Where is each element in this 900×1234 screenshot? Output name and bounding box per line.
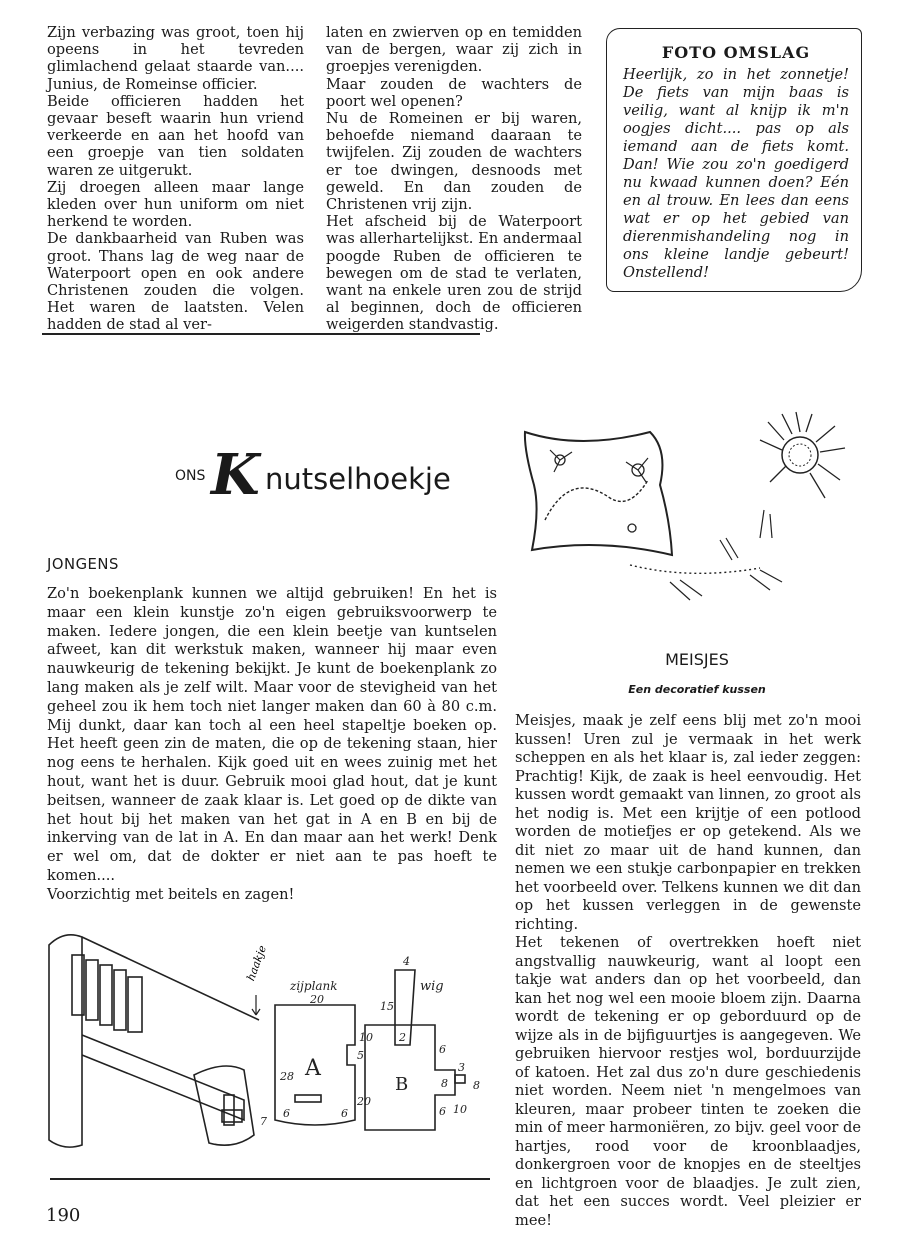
dim-6c: 6 — [439, 1043, 446, 1056]
dim-6a: 6 — [283, 1107, 290, 1120]
story-column-2 — [326, 24, 582, 334]
dim-8a: 8 — [441, 1077, 448, 1090]
foto-omslag-box — [606, 28, 862, 292]
section-divider — [42, 333, 480, 335]
label-A: A — [305, 1056, 321, 1081]
story-paragraph: Zijn verbazing was groot, toen hij opeens in het tevreden glimlachend gelaat staarde van.... Junius, de Romeinse officier. — [47, 24, 304, 93]
label-B: B — [395, 1074, 409, 1095]
dim-7: 7 — [260, 1115, 267, 1128]
footer-divider — [50, 1178, 490, 1180]
jongens-paragraph: Zo'n boekenplank kunnen we altijd gebruiken! En het is maar een klein kunstje zo'n eigen gebruiksvoorwerp te maken. Iedere jongen, die een klein beetje van kuntselen afweet, kan dit werkstuk maken, wanneer hij maar even nauwkeurig de tekening bekijkt. Je kunt de boekenplank zo lang maken als je zelf wilt. Maar voor de stevigheid van het geheel zou ik hem toch niet langer maken dan 60 à 80 c.m. Mij dunkt, daar kan toch al een heel stapeltje boeken op. Het heeft geen zin de maten, die op de tekening staan, hier nog eens te herhalen. Kijk goed uit en wees zuinig met het hout, want het is duur. Gebruik mooi glad hout, dat je kunt beitsen, wanneer de zaak klaar is. Let goed op de dikte van het hout bij het maken van het gat in A en B en bij de inkerving van de lat in A. En dan maar aan het werk! Denk er wel om, dat de dokter er niet aan te pas hoeft te komen.... — [47, 585, 497, 884]
dim-20-side: 20 — [357, 1095, 371, 1108]
dim-3: 3 — [458, 1061, 465, 1074]
heading-prefix: ONS — [175, 468, 206, 484]
dim-10b: 10 — [453, 1103, 467, 1116]
label-wig: wig — [420, 979, 444, 994]
dim-4: 4 — [403, 955, 410, 968]
story-paragraph: laten en zwierven op en temidden van de bergen, waar zij zich in groepjes verenigden. — [326, 24, 582, 76]
jongens-paragraph: Voorzichtig met beitels en zagen! — [47, 885, 295, 903]
story-column-1 — [47, 24, 304, 334]
dim-28: 28 — [280, 1070, 294, 1083]
dim-6b: 6 — [341, 1107, 348, 1120]
meisjes-body — [515, 712, 861, 1230]
dim-10a: 10 — [359, 1031, 373, 1044]
dim-2: 2 — [399, 1031, 406, 1044]
section-heading — [175, 442, 475, 508]
story-paragraph: Maar zouden de wachters de poort wel openen? — [326, 75, 582, 110]
label-zijplank: zijplank — [290, 979, 338, 993]
heading-rest: nutselhoekje — [265, 462, 451, 496]
foto-omslag-text: Heerlijk, zo in het zonnetje! De fiets van mijn baas is veilig, want al knijp ik m'n oogjes dicht.... pas op als iemand aan de fiets komt. Dan! Wie zou zo'n goedigerd nu kwaad kunnen doen? Eén en al trouw. En lees dan eens wat er op het gebied van dierenmishandeling nog in ons kleine landje gebeurt! Onstellend! — [623, 66, 849, 281]
dim-8b: 8 — [473, 1079, 480, 1092]
shelf-plan-diagram — [255, 955, 505, 1165]
meisjes-paragraph: Het tekenen of overtrekken hoeft niet angstvallig nauwkeurig, want al loopt een takje wat anders dan op het voorbeeld, dan kan het nog wel een mooie bloem zijn. Daarna wordt de tekening er op geborduurd op de wijze als in de bijfiguurtjes is aangegeven. We gebruiken hiervoor restjes wol, borduurzijde of katoen. Het zal dus zo'n dure geschiedenis niet worden. Neem niet 'n mengelmoes van kleuren, maar probeer tinten te zoeken die min of meer harmoniëren, zo bijv. geel voor de hartjes, rood voor de kroonblaadjes, donkergroen voor de knopjes en de steeltjes en lichtgroen voor de blaadjes. Je zult zien, dat het een succes wordt. Veel pleizier er mee! — [515, 934, 861, 1229]
jongens-title: JONGENS — [47, 556, 119, 573]
label-haakje: haakje — [244, 943, 270, 983]
cushion-illustration — [520, 410, 865, 610]
meisjes-subtitle: Een decoratief kussen — [628, 683, 766, 696]
story-paragraph: Het afscheid bij de Waterpoort was allerhartelijkst. En andermaal poogde Ruben de officieren te bewegen om de stad te verlaten, want na enkele uren zou de strijd al beginnen, doch de officieren weigerden standvastig. — [326, 213, 582, 334]
bookshelf-illustration — [44, 925, 274, 1155]
dim-15: 15 — [380, 1000, 394, 1013]
story-paragraph: Beide officieren hadden het gevaar beseft waarin hun vriend verkeerde en aan het hoofd van een groepje van tien soldaten waren ze uitgerukt. — [47, 92, 304, 179]
heading-initial: K — [211, 442, 260, 508]
story-paragraph: Zij droegen alleen maar lange kleden over hun uniform om niet herkend te worden. — [47, 178, 304, 231]
dim-20-top: 20 — [310, 993, 324, 1006]
dim-5: 5 — [357, 1049, 364, 1062]
foto-omslag-title: FOTO OMSLAG — [661, 43, 811, 62]
meisjes-paragraph: Meisjes, maak je zelf eens blij met zo'n mooi kussen! Uren zul je vermaak in het werk scheppen en als het klaar is, zal ieder zeggen: Prachtig! Kijk, de zaak is heel eenvoudig. Het kussen wordt gemaakt van linnen, zo groot als het nodig is. Met een krijtje of een potlood worden de motiefjes er op getekend. Als we dit niet zo maar uit de hand kunnen, dan nemen we een stukje carbonpapier en trekken het voorbeeld over. Telkens kunnen we dit dan op het kussen verleggen in de gewenste richting. — [515, 712, 861, 933]
story-paragraph: Nu de Romeinen er bij waren, behoefde niemand daaraan te twijfelen. Zij zouden de wachters er toe dwingen, desnoods met geweld. En dan zouden de Christenen vrij zijn. — [326, 110, 582, 214]
meisjes-title: MEISJES — [665, 650, 729, 669]
page-number: 190 — [46, 1205, 81, 1226]
jongens-body — [47, 585, 497, 905]
story-paragraph: De dankbaarheid van Ruben was groot. Thans lag de weg naar de Waterpoort open en ook andere Christenen zouden die volgen. Het waren de laatsten. Velen hadden de stad al ver- — [47, 230, 304, 334]
dim-6d: 6 — [439, 1105, 446, 1118]
